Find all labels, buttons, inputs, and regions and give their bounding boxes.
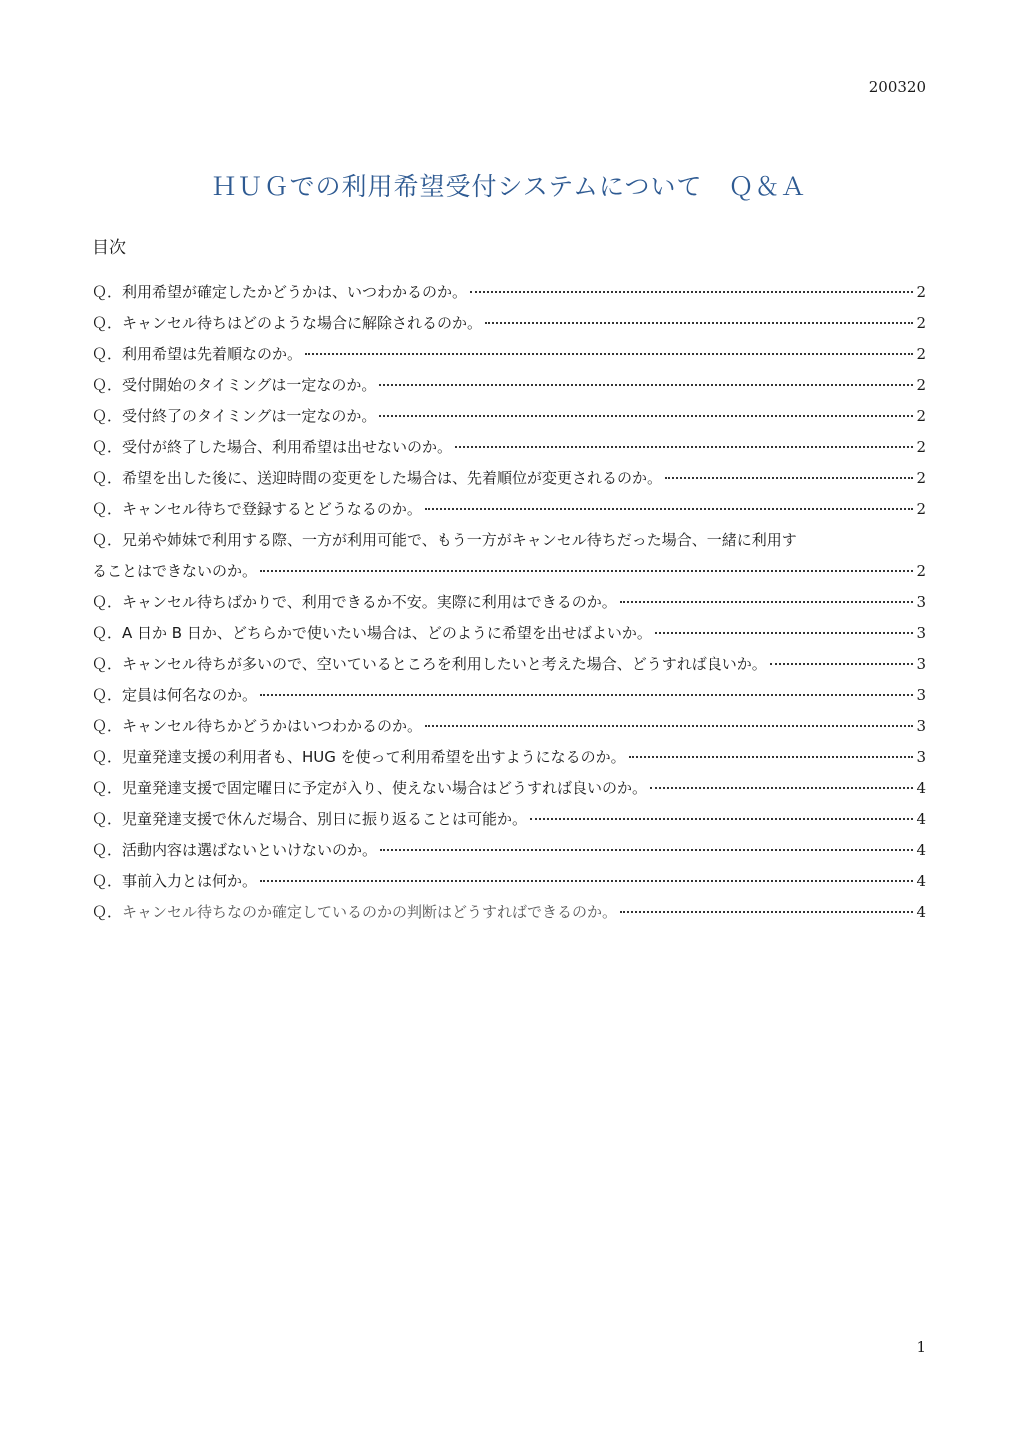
toc-dot-leader (620, 601, 913, 603)
toc-entry[interactable] (92, 531, 926, 581)
toc-entry-page: 4 (916, 872, 926, 890)
toc-dot-leader (655, 632, 913, 634)
toc-dot-leader (379, 415, 913, 417)
toc-entry[interactable] (92, 500, 926, 519)
toc-entry-text: Ｑ．利用希望は先着順なのか。 (92, 345, 303, 363)
toc-entry[interactable] (92, 438, 926, 457)
toc-entry-prefix: Ｑ． (92, 903, 123, 921)
toc-entry-text: Ｑ．受付開始のタイミングは一定なのか。 (92, 376, 377, 394)
toc-entry-page: 2 (916, 469, 926, 487)
toc-entry-page: 3 (916, 717, 926, 735)
toc-dot-leader (425, 725, 913, 727)
toc-entry-page: 3 (916, 593, 926, 611)
toc-entry-text: Ｑ．受付終了のタイミングは一定なのか。 (92, 407, 377, 425)
toc-dot-leader (485, 322, 913, 324)
toc-entry-text: Ｑ．児童発達支援の利用者も、HUG を使って利用希望を出すようになるのか。 (92, 748, 626, 766)
toc-entry-page: 2 (916, 562, 926, 580)
toc-entry[interactable] (92, 810, 926, 829)
toc-entry[interactable] (92, 686, 926, 705)
toc-entry[interactable] (92, 903, 926, 922)
toc-entry[interactable] (92, 872, 926, 891)
toc-entry-text-line1: Ｑ．兄弟や姉妹で利用する際、一方が利用可能で、もう一方がキャンセル待ちだった場合、一緒に利用す (92, 531, 797, 549)
toc-dot-leader (470, 291, 913, 293)
toc-entry[interactable] (92, 624, 926, 643)
page-number: 1 (916, 1338, 926, 1356)
toc-entry-text: Ｑ．定員は何名なのか。 (92, 686, 258, 704)
toc-entry-page: 4 (916, 841, 926, 859)
toc-dot-leader (770, 663, 913, 665)
toc-entry[interactable] (92, 655, 926, 674)
toc-dot-leader (650, 787, 913, 789)
toc-entry-text: Ｑ．利用希望が確定したかどうかは、いつわかるのか。 (92, 283, 468, 301)
toc-dot-leader (260, 880, 913, 882)
toc-entry-page: 2 (916, 407, 926, 425)
toc-dot-leader (260, 570, 913, 572)
toc-entry[interactable] (92, 779, 926, 798)
toc-entry-text: Ｑ．児童発達支援で休んだ場合、別日に振り返ることは可能か。 (92, 810, 528, 828)
toc-entry-text (92, 903, 617, 922)
toc-entry-text: Ｑ．キャンセル待ちが多いので、空いているところを利用したいと考えた場合、どうすれば良いか。 (92, 655, 767, 673)
toc-entry-text: Ｑ．児童発達支援で固定曜日に予定が入り、使えない場合はどうすれば良いのか。 (92, 779, 648, 797)
toc-entry[interactable] (92, 314, 926, 333)
toc-entry-text: Ｑ．キャンセル待ちで登録するとどうなるのか。 (92, 500, 422, 518)
toc-dot-leader (425, 508, 913, 510)
toc-entry-text: Ｑ．事前入力とは何か。 (92, 872, 258, 890)
toc-entry[interactable] (92, 469, 926, 488)
toc-entry[interactable] (92, 345, 926, 364)
toc-entry-page: 2 (916, 314, 926, 332)
toc-entry-text: Ｑ．キャンセル待ちばかりで、利用できるか不安。実際に利用はできるのか。 (92, 593, 617, 611)
toc-entry-page: 2 (916, 438, 926, 456)
toc-dot-leader (260, 694, 913, 696)
toc-entry-text: Ｑ．受付が終了した場合、利用希望は出せないのか。 (92, 438, 453, 456)
toc-entry-page: 2 (916, 345, 926, 363)
toc-entry-page: 3 (916, 748, 926, 766)
toc-entry-page: 2 (916, 376, 926, 394)
document-title: ＨＵＧでの利用希望受付システムについて Ｑ＆Ａ (211, 172, 807, 201)
toc-entry[interactable] (92, 717, 926, 736)
toc-dot-leader (379, 384, 913, 386)
toc-entry-rest: キャンセル待ちなのか確定しているのかの判断はどうすればできるのか。 (122, 903, 618, 921)
toc-entry-page: 4 (916, 779, 926, 797)
toc-entry[interactable] (92, 593, 926, 612)
toc-entry[interactable] (92, 841, 926, 860)
toc-dot-leader (629, 756, 913, 758)
toc-entry-line2 (92, 562, 926, 581)
toc-entry[interactable] (92, 283, 926, 302)
table-of-contents (92, 283, 926, 934)
toc-entry[interactable] (92, 407, 926, 426)
toc-dot-leader (380, 849, 913, 851)
toc-entry-page: 3 (916, 655, 926, 673)
toc-entry-page: 4 (916, 903, 926, 921)
toc-dot-leader (305, 353, 913, 355)
toc-entry-page: 2 (916, 500, 926, 518)
toc-dot-leader (455, 446, 913, 448)
toc-entry[interactable] (92, 748, 926, 767)
toc-entry-text: Ｑ．活動内容は選ばないといけないのか。 (92, 841, 378, 859)
toc-heading: 目次 (92, 238, 126, 258)
toc-entry-text-line2: ることはできないのか。 (92, 562, 258, 580)
document-date: 200320 (868, 78, 926, 96)
toc-entry-page: 4 (916, 810, 926, 828)
toc-entry-text: Ｑ．キャンセル待ちはどのような場合に解除されるのか。 (92, 314, 483, 332)
toc-entry[interactable] (92, 376, 926, 395)
toc-entry-text: Ｑ．希望を出した後に、送迎時間の変更をした場合は、先着順位が変更されるのか。 (92, 469, 663, 487)
toc-entry-page: 3 (916, 686, 926, 704)
toc-dot-leader (665, 477, 913, 479)
toc-entry-page: 3 (916, 624, 926, 642)
toc-entry-text: Ｑ．キャンセル待ちかどうかはいつわかるのか。 (92, 717, 423, 735)
toc-dot-leader (530, 818, 913, 820)
toc-entry-text: Ｑ．A 日か B 日か、どちらかで使いたい場合は、どのように希望を出せばよいか。 (92, 624, 652, 642)
toc-entry-page: 2 (916, 283, 926, 301)
toc-dot-leader (620, 911, 913, 913)
